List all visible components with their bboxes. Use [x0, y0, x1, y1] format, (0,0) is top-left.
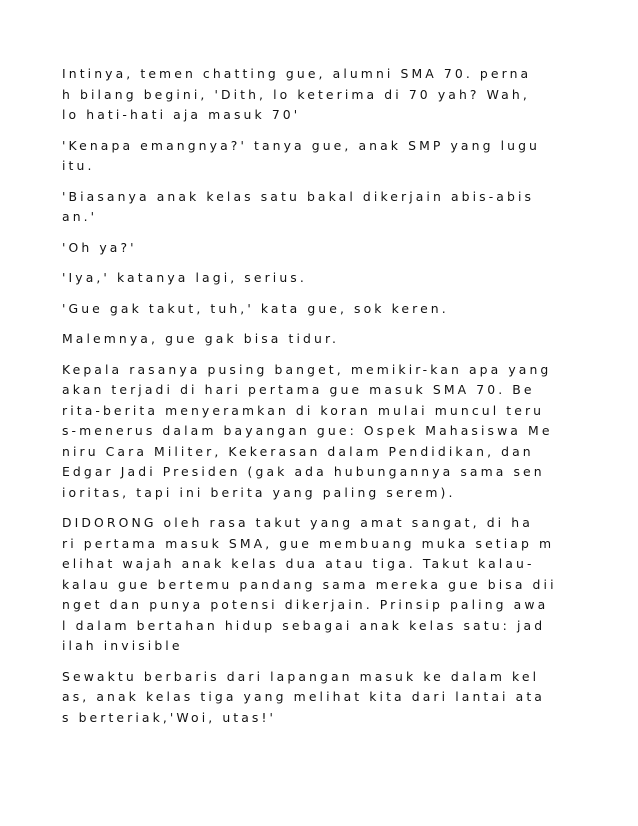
paragraph-4: 'Oh ya?'	[62, 239, 137, 255]
paragraph-3: 'Biasanya anak kelas satu bakal dikerjain abis-abis an.'	[62, 188, 535, 224]
paragraph-5: 'Iya,' katanya lagi, serius.	[62, 270, 307, 285]
paragraph-7: Malemnya, gue gak bisa tidur.	[62, 331, 340, 346]
paragraph-1: Intinya, temen chatting gue, alumni SMA 70. perna h bilang begini, 'Dith, lo keterima di 70 yah? Wah, lo hati-hati aja masuk 70'	[62, 66, 532, 122]
paragraph-6: 'Gue gak takut, tuh,' kata gue, sok keren.	[62, 300, 449, 316]
paragraph-8: Kepala rasanya pusing banget, memikir-kan apa yang akan terjadi di hari pertama gue masuk SMA 70. Be rita-berita menyeramkan di koran mulai muncul teru s-menerus dalam bayangan gue: Ospek Mahasiswa Me niru Cara Militer, Kekerasan dalam Pendidikan, dan Edgar Jadi Presiden (gak ada hubungannya sama sen ioritas, tapi ini berita yang paling serem).	[62, 361, 553, 500]
paragraph-2: 'Kenapa emangnya?' tanya gue, anak SMP yang lugu itu.	[62, 137, 540, 173]
paragraph-9: DIDORONG oleh rasa takut yang amat sangat, di ha ri pertama masuk SMA, gue membuang muka setiap m elihat wajah anak kelas dua atau tiga. Takut kalau- kalau gue bertemu pandang sama mereka gue bisa dii nget dan punya potensi dikerjain. Prinsip paling awa l dalam bertahan hidup sebagai anak kelas satu: jad ilah invisible	[62, 515, 557, 653]
paragraph-10: Sewaktu berbaris dari lapangan masuk ke dalam kel as, anak kelas tiga yang melihat kita dari lantai ata s berteriak,'Woi, utas!'	[62, 668, 545, 725]
document-page	[62, 64, 572, 738]
